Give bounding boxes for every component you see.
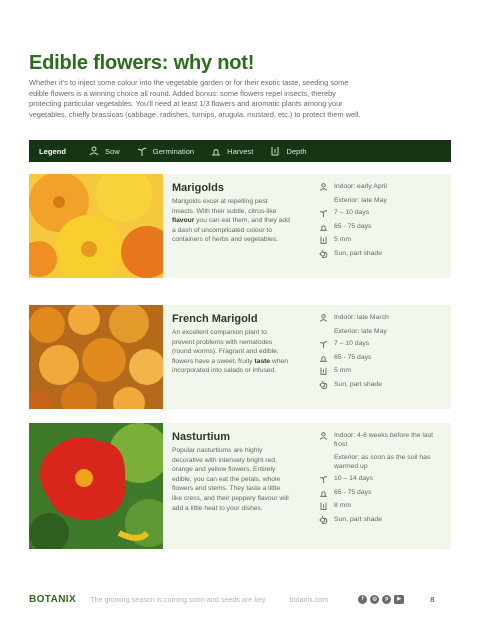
- exposure: Sun, part shade: [334, 515, 382, 523]
- harvest-time: 65 - 75 days: [334, 353, 372, 361]
- harvest-icon: [318, 222, 330, 232]
- legend-item-label: Sow: [105, 146, 120, 156]
- sun-shade-icon: [318, 249, 330, 259]
- flower-description: An excellent companion plant to prevent problems with nematodes (round worms). Fragrant and edible, flowers have a sweet, fruity taste when incorporated into salads or infused.: [172, 329, 288, 375]
- page-number: 8: [430, 594, 435, 604]
- harvest-icon: [210, 145, 222, 157]
- germination-time: 7 – 10 days: [334, 340, 370, 347]
- page-title: Edible flowers: why not!: [29, 52, 255, 74]
- sow-icon: [318, 431, 330, 441]
- legend-item-label: Depth: [286, 146, 307, 156]
- legend-item-sow: [88, 145, 120, 157]
- harvest-time: 65 - 75 days: [334, 222, 372, 230]
- flower-photo: [29, 305, 163, 409]
- flower-photo: [29, 423, 163, 549]
- footer: [29, 592, 457, 606]
- legend-item-depth: [269, 145, 306, 157]
- legend-label: Legend: [39, 146, 67, 156]
- sow-icon: [318, 313, 330, 323]
- brand-logo[interactable]: BOTANIX: [29, 593, 77, 605]
- sow-exterior: Exterior: late May: [334, 196, 387, 204]
- harvest-icon: [318, 488, 330, 498]
- flower-description: Marigolds excel at repelling pest insects. With their subtle, citrus-like flavour you can eat them, and they add a dash of uncomplicated colour to containers of herbs and vegetables.: [172, 198, 290, 244]
- sowing-depth: 5 mm: [334, 367, 351, 374]
- germination-icon: [318, 474, 330, 484]
- youtube-icon[interactable]: ▶: [394, 595, 404, 604]
- germination-icon: [318, 339, 330, 349]
- flower-info: [163, 174, 451, 278]
- sow-icon: [88, 145, 100, 157]
- footer-tagline: The growing season is coming soon and seeds are key: [90, 594, 266, 604]
- legend-item-label: Harvest: [227, 146, 254, 156]
- flower-specs: [318, 313, 446, 393]
- flower-specs: [318, 182, 446, 262]
- sowing-depth: 8 mm: [334, 502, 351, 509]
- flower-description: Popular nasturtiums are highly decorative with intensely bright red, orange and yellow flowers. Entirely edible, you can eat the petals, whole flowers and stems. They taste a little like cress, and their peppery flavour will add a little heat to your dishes.: [172, 447, 289, 512]
- sowing-depth: 5 mm: [334, 236, 351, 243]
- flower-name: French Marigold: [172, 313, 258, 325]
- flower-specs: [318, 431, 446, 528]
- website-link[interactable]: botanix.com: [289, 594, 329, 604]
- instagram-icon[interactable]: ◎: [370, 595, 379, 604]
- sow-indoor: Indoor: 4-6 weeks before the last frost: [334, 432, 433, 448]
- flower-card-nasturtium: [29, 423, 451, 549]
- exposure: Sun, part shade: [334, 380, 382, 388]
- depth-icon: [269, 145, 281, 157]
- depth-icon: [318, 235, 330, 245]
- legend-item-harvest: [210, 145, 253, 157]
- flower-photo: [29, 174, 163, 278]
- germination-icon: [318, 208, 330, 218]
- depth-icon: [318, 501, 330, 511]
- flower-info: [163, 423, 451, 549]
- flower-name: Nasturtium: [172, 431, 231, 443]
- sun-shade-icon: [318, 380, 330, 390]
- flower-card-marigolds: [29, 174, 451, 278]
- legend-item-label: Germination: [152, 146, 195, 156]
- sow-icon: [318, 182, 330, 192]
- germination-icon: [136, 145, 148, 157]
- depth-icon: [318, 366, 330, 376]
- sow-exterior: Exterior: as soon as the soil has warmed up: [334, 453, 431, 470]
- harvest-icon: [318, 353, 330, 363]
- flower-name: Marigolds: [172, 182, 224, 194]
- social-links: [358, 595, 404, 604]
- sow-indoor: Indoor: early April: [334, 183, 387, 190]
- facebook-icon[interactable]: f: [358, 595, 367, 604]
- legend-bar: [29, 140, 451, 162]
- flower-card-french-marigold: [29, 305, 451, 409]
- sow-exterior: Exterior: late May: [334, 327, 387, 335]
- pinterest-icon[interactable]: p: [382, 595, 391, 604]
- sow-indoor: Indoor: late March: [334, 314, 389, 321]
- intro-paragraph: Whether it's to inject some colour into the vegetable garden or for their exotic taste, seeding some edible flowers is a winning choice all round. Added bonus: some flowers repel insects, thereby protecting particular vegetables. You'll need at least 1/3 flowers and aromatic plants among your vegetables, chiefly brassicas (cabbage, radishes, turnips, arugula, mustard, etc.) to protect them well.: [29, 78, 361, 119]
- harvest-time: 65 - 75 days: [334, 488, 372, 496]
- germination-time: 10 – 14 days: [334, 475, 373, 482]
- germination-time: 7 – 10 days: [334, 209, 370, 216]
- exposure: Sun, part shade: [334, 249, 382, 257]
- flower-info: [163, 305, 451, 409]
- sun-shade-icon: [318, 515, 330, 525]
- legend-item-germination: [136, 145, 194, 157]
